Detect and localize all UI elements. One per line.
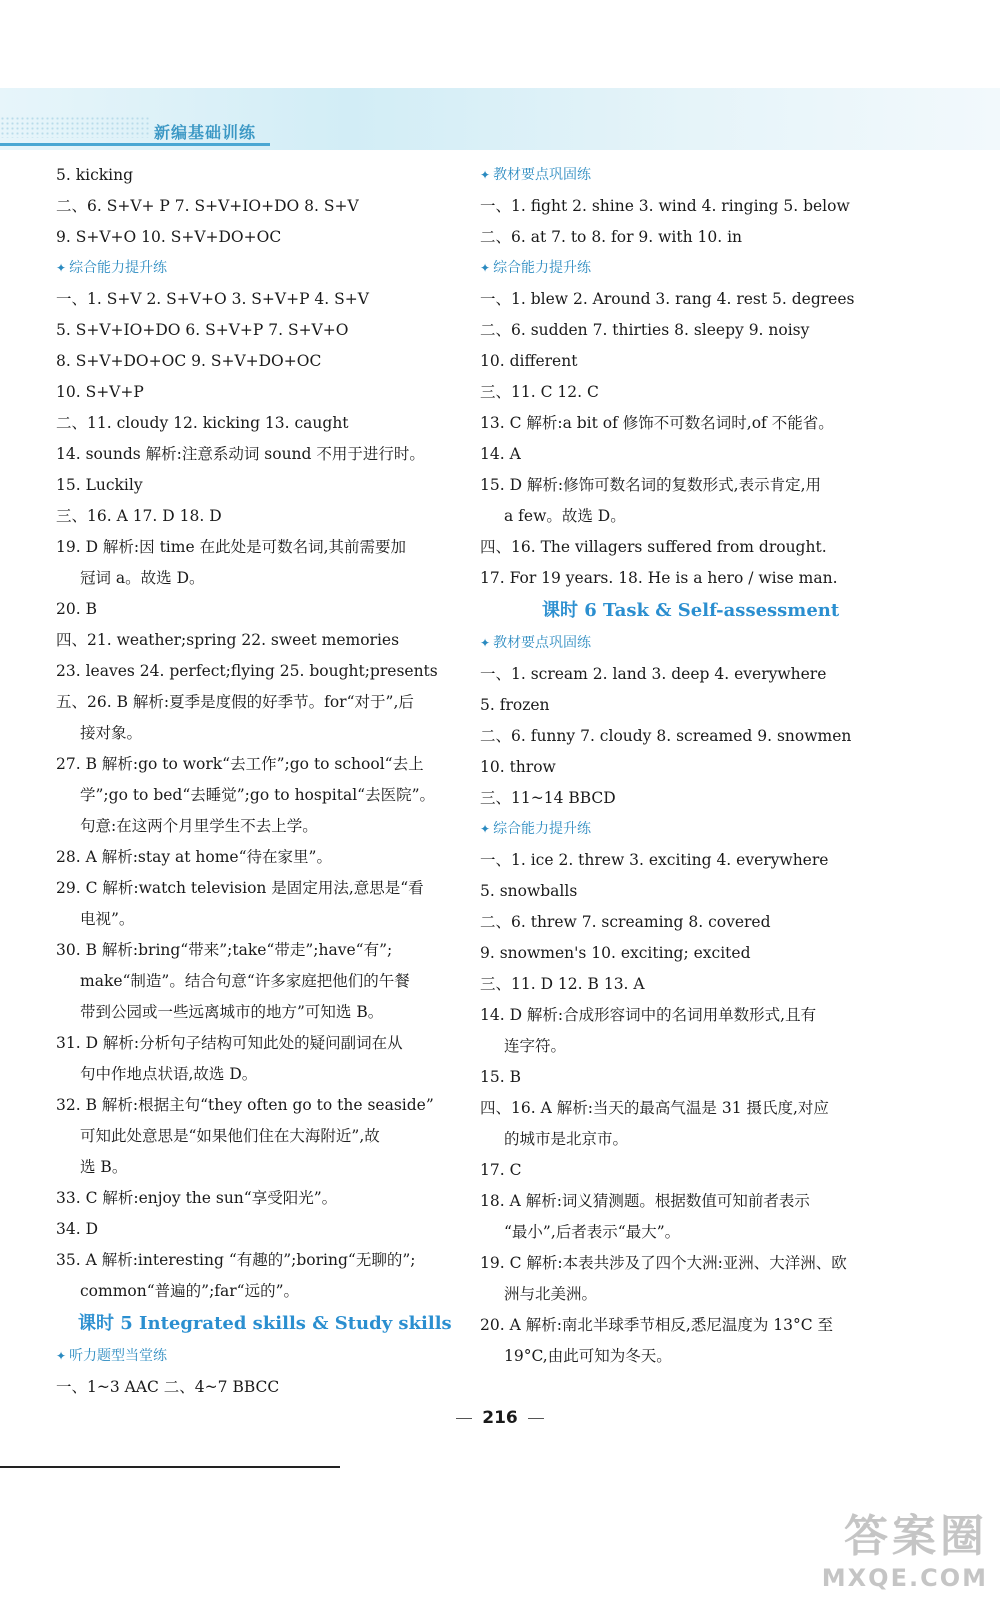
answer-line: 9. snowmen's 10. exciting; excited: [480, 944, 751, 962]
answer-line: 一、1. fight 2. shine 3. wind 4. ringing 5. below: [480, 197, 850, 215]
section-heading-label: 教材要点巩固练: [493, 167, 592, 183]
answer-line: 三、11. C 12. C: [480, 383, 599, 401]
header-underline: [0, 143, 270, 146]
answer-line: 5. kicking: [56, 166, 134, 184]
answer-line: 19. D 解析:因 time 在此处是可数名词,其前需要加: [56, 538, 406, 556]
section-heading-label: 综合能力提升练: [493, 260, 592, 276]
answer-line: 一、1. scream 2. land 3. deep 4. everywhere: [480, 665, 827, 683]
answer-line: 10. throw: [480, 758, 556, 776]
answer-line: 9. S+V+O 10. S+V+DO+OC: [56, 228, 282, 246]
answer-line: 13. C 解析:a bit of 修饰不可数名词时,of 不能省。: [480, 414, 834, 432]
answer-line: 35. A 解析:interesting “有趣的”;boring“无聊的”;: [56, 1251, 416, 1269]
answer-line: 10. different: [480, 352, 578, 370]
page-number: 216: [482, 1408, 518, 1428]
section-heading: [480, 628, 900, 659]
answer-line: 27. B 解析:go to work“去工作”;go to school“去上: [56, 755, 424, 773]
right-column: [480, 160, 900, 1372]
answer-line: 28. A 解析:stay at home“待在家里”。: [56, 848, 332, 866]
answer-line: 二、11. cloudy 12. kicking 13. caught: [56, 414, 349, 432]
answer-continuation: a few。故选 D。: [504, 507, 626, 525]
answer-continuation: 的城市是北京市。: [504, 1130, 629, 1148]
answer-line: 一、1~3 AAC 二、4~7 BBCC: [56, 1378, 280, 1396]
answer-continuation: 19°C,由此可知为冬天。: [504, 1347, 672, 1365]
answer-continuation: “最小”,后者表示“最大”。: [504, 1223, 681, 1241]
answer-line: 二、6. sudden 7. thirties 8. sleepy 9. noisy: [480, 321, 810, 339]
answer-continuation: common“普遍的”;far“远的”。: [80, 1282, 300, 1300]
answer-line: 20. A 解析:南北半球季节相反,悉尼温度为 13°C 至: [480, 1316, 834, 1334]
answer-line: 15. D 解析:修饰可数名词的复数形式,表示肯定,用: [480, 476, 822, 494]
answer-line: 32. B 解析:根据主句“they often go to the seaside”: [56, 1096, 434, 1114]
section-heading: [56, 1341, 476, 1372]
answer-line: 18. A 解析:词义猜测题。根据数值可知前者表示: [480, 1192, 810, 1210]
section-heading: [56, 253, 476, 284]
page-number-footer: [0, 1408, 1000, 1428]
answer-line: 30. B 解析:bring“带来”;take“带走”;have“有”;: [56, 941, 393, 959]
answer-line: 15. B: [480, 1068, 521, 1086]
answer-continuation: 电视”。: [80, 910, 135, 928]
answer-continuation: 可知此处意思是“如果他们住在大海附近”,故: [80, 1127, 380, 1145]
answer-continuation: 带到公园或一些远离城市的地方”可知选 B。: [80, 1003, 384, 1021]
answer-line: 14. sounds 解析:注意系动词 sound 不用于进行时。: [56, 445, 425, 463]
watermark: [822, 1500, 988, 1592]
answer-continuation: 接对象。: [80, 724, 143, 742]
answer-continuation: make“制造”。结合句意“许多家庭把他们的午餐: [80, 972, 410, 990]
answer-line: 5. S+V+IO+DO 6. S+V+P 7. S+V+O: [56, 321, 349, 339]
diamond-icon: ✦: [56, 261, 67, 275]
answer-line: 二、6. funny 7. cloudy 8. screamed 9. snowmen: [480, 727, 852, 745]
left-column: [56, 160, 476, 1403]
section-heading-label: 听力题型当堂练: [69, 1348, 168, 1364]
book-title: 新编基础训练: [154, 123, 257, 142]
section-heading-label: 教材要点巩固练: [493, 635, 592, 651]
bottom-rule: [0, 1466, 340, 1468]
answer-line: 31. D 解析:分析句子结构可知此处的疑问副词在从: [56, 1034, 403, 1052]
diamond-icon: ✦: [480, 261, 491, 275]
answer-line: 19. C 解析:本表共涉及了四个大洲:亚洲、大洋洲、欧: [480, 1254, 847, 1272]
answer-continuation: 句中作地点状语,故选 D。: [80, 1065, 258, 1083]
answer-line: 四、16. A 解析:当天的最高气温是 31 摄氏度,对应: [480, 1099, 829, 1117]
answer-line: 四、21. weather;spring 22. sweet memories: [56, 631, 400, 649]
answer-line: 14. A: [480, 445, 521, 463]
answer-continuation: 连字符。: [504, 1037, 567, 1055]
footer-dash-right: [528, 1418, 544, 1419]
answer-line: 14. D 解析:合成形容词中的名词用单数形式,且有: [480, 1006, 817, 1024]
diamond-icon: ✦: [56, 1349, 67, 1363]
answer-line: 17. C: [480, 1161, 522, 1179]
answer-line: 29. C 解析:watch television 是固定用法,意思是“看: [56, 879, 424, 897]
answer-line: 一、1. ice 2. threw 3. exciting 4. everywhere: [480, 851, 829, 869]
answer-line: 三、11. D 12. B 13. A: [480, 975, 645, 993]
section-heading: [480, 253, 900, 284]
diamond-icon: ✦: [480, 822, 491, 836]
answer-line: 二、6. threw 7. screaming 8. covered: [480, 913, 771, 931]
answer-line: 四、16. The villagers suffered from drought.: [480, 538, 827, 556]
answer-continuation: 冠词 a。故选 D。: [80, 569, 205, 587]
diamond-icon: ✦: [480, 636, 491, 650]
answer-continuation: 洲与北美洲。: [504, 1285, 598, 1303]
answer-continuation: 学”;go to bed“去睡觉”;go to hospital“去医院”。: [80, 786, 435, 804]
section-heading: [480, 160, 900, 191]
answer-continuation: 选 B。: [80, 1158, 128, 1176]
answer-line: 三、16. A 17. D 18. D: [56, 507, 222, 525]
answer-line: 5. frozen: [480, 696, 550, 714]
answer-line: 五、26. B 解析:夏季是度假的好季节。for“对于”,后: [56, 693, 414, 711]
diamond-icon: ✦: [480, 168, 491, 182]
answer-line: 一、1. blew 2. Around 3. rang 4. rest 5. degrees: [480, 290, 855, 308]
header-dot-pattern: [0, 116, 150, 138]
answer-line: 5. snowballs: [480, 882, 578, 900]
answer-line: 二、6. at 7. to 8. for 9. with 10. in: [480, 228, 743, 246]
lesson-heading: 课时 6 Task & Self-assessment: [542, 600, 840, 621]
answer-line: 8. S+V+DO+OC 9. S+V+DO+OC: [56, 352, 322, 370]
section-heading-label: 综合能力提升练: [493, 821, 592, 837]
answer-line: 33. C 解析:enjoy the sun“享受阳光”。: [56, 1189, 338, 1207]
header-band: [0, 88, 1000, 150]
section-heading-label: 综合能力提升练: [69, 260, 168, 276]
lesson-heading: 课时 5 Integrated skills & Study skills: [78, 1313, 452, 1334]
watermark-url: MXQE.COM: [821, 1564, 988, 1592]
watermark-logo-text: 答案圈: [844, 1511, 988, 1562]
answer-line: 23. leaves 24. perfect;flying 25. bought;presents: [56, 662, 438, 680]
answer-line: 15. Luckily: [56, 476, 143, 494]
answer-continuation: 句意:在这两个月里学生不去上学。: [80, 817, 318, 835]
answer-line: 17. For 19 years. 18. He is a hero / wise man.: [480, 569, 838, 587]
answer-line: 20. B: [56, 600, 97, 618]
footer-dash-left: [456, 1418, 472, 1419]
section-heading: [480, 814, 900, 845]
answer-line: 二、6. S+V+ P 7. S+V+IO+DO 8. S+V: [56, 197, 359, 215]
answer-line: 34. D: [56, 1220, 99, 1238]
answer-line: 10. S+V+P: [56, 383, 144, 401]
answer-line: 三、11~14 BBCD: [480, 789, 616, 807]
answer-line: 一、1. S+V 2. S+V+O 3. S+V+P 4. S+V: [56, 290, 369, 308]
